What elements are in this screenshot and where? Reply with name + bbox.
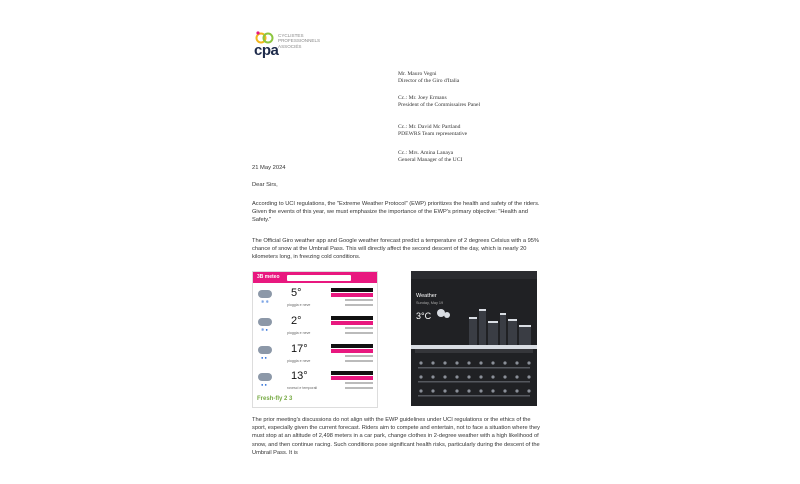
forecast-row: ● ● 13° rovesci e temporali	[253, 369, 377, 396]
raindrop-icon: ❄ ❄	[261, 299, 269, 304]
logo-subtitle: CYCLISTES PROFESSIONNELS ASSOCIÉS	[278, 33, 321, 49]
cloud-rain-icon	[258, 318, 272, 326]
forecast-row: ● ● 17° pioggia e neve	[253, 342, 377, 369]
cloud-rain-icon	[258, 290, 272, 298]
forecast-row: ❄ ❄ 5° pioggia e neve	[253, 286, 377, 313]
forecast-tabs	[415, 349, 533, 353]
body-paragraph: According to UCI regulations, the "Extreme Weather Protocol" (EWP) prioritizes the health and safety of the riders. Given the events of this year, we must emphasize the importance of the EWP's primary objective: "Health and Safety."	[252, 201, 540, 224]
cpa-logo	[252, 30, 332, 64]
cloud-rain-icon	[258, 346, 272, 354]
app-header	[253, 272, 377, 283]
weather-title: Weather	[416, 293, 437, 299]
app-brand: 3B meteo	[257, 274, 280, 280]
cloud-rain-icon	[258, 373, 272, 381]
salutation: Dear Sirs,	[252, 182, 278, 188]
search-bar	[287, 275, 351, 281]
hourly-forecast-grid	[415, 357, 533, 403]
recipient-block: Mr. Mauro Vegni Director of the Giro d'Italia	[398, 71, 460, 85]
sponsor-logos: Fresh-fly 2 3	[257, 396, 293, 402]
logo-initials: cpa	[254, 42, 279, 59]
browser-bar	[411, 271, 537, 279]
google-weather-screenshot	[411, 271, 537, 406]
raindrop-icon: ● ●	[261, 382, 267, 387]
raindrop-icon: ❄ ●	[261, 327, 268, 332]
recipient-block: Cc.: Mrs. Amina Lanaya General Manager of the UCI	[398, 150, 463, 164]
forecast-row: ❄ ● 2° pioggia e neve	[253, 314, 377, 341]
letter-date: 21 May 2024	[252, 165, 286, 171]
giro-weather-app-screenshot	[252, 271, 378, 408]
recipient-block: Cc.: Mr. David Mc Partland PDEWRS Team representative	[398, 124, 468, 138]
weather-temp: 3°C	[416, 311, 432, 321]
raindrop-icon: ● ●	[261, 355, 267, 360]
weather-day: Sunday, May 19	[416, 301, 444, 305]
body-paragraph: The Official Giro weather app and Google weather forecast predict a temperature of 2 degrees Celsius with a 95% chance of snow at the Umbrail Pass. This will directly affect the second descent of the day, which is nearly 20 kilometers long, in freezing cold conditions.	[252, 238, 539, 261]
recipient-block: Cc.: Mr. Joey Ermans President of the Commissaires Panel	[398, 95, 481, 109]
body-paragraph: The prior meeting's discussions do not align with the EWP guidelines under UCI regulations or the ethics of the sport, especially given the current forecast. Riders aim to compete and entertain, not to face a situation where they must stop at an altitude of 2,498 meters in a car park, change clothes in 2-degree weather with a high likelihood of snow, and then continue racing. Such conditions pose significant health risks, particularly during the descent of the Umbrail Pass. It is	[252, 417, 541, 456]
